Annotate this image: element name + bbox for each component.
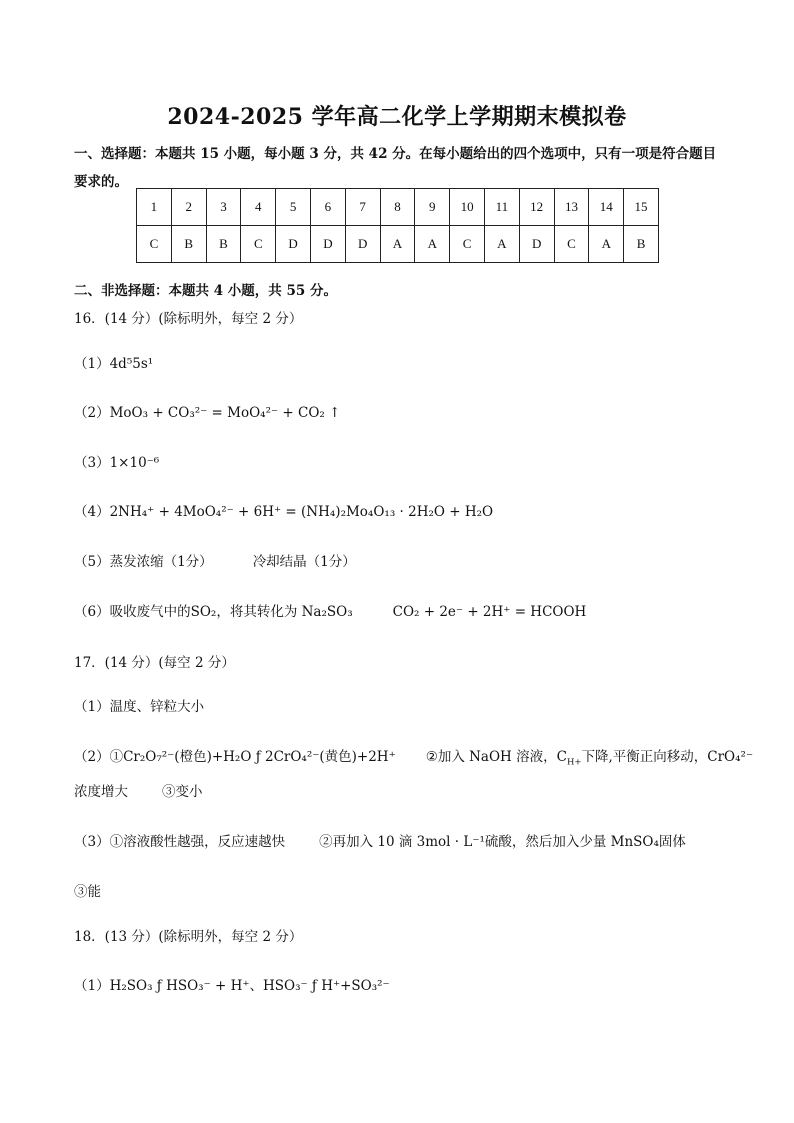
section2-heading: 二、非选择题：本题共 4 小题，共 55 分。 (74, 283, 337, 299)
answer-label: （1） (74, 978, 110, 994)
question-number-cell: 7 (345, 189, 380, 226)
q17-answer-3 (74, 830, 686, 850)
answer-label: （5） (74, 554, 110, 570)
answer-cell: B (624, 226, 659, 263)
question-number-cell: 9 (415, 189, 450, 226)
answer-label: （1） (74, 356, 110, 372)
answer-part: 吸收废气中的SO₂，将其转化为 Na₂SO₃ (109, 604, 353, 620)
question-number-cell: 4 (241, 189, 276, 226)
answer-table-answers-row (137, 226, 659, 263)
question-number-cell: 2 (171, 189, 206, 226)
q16-answer-4 (74, 500, 493, 520)
question-number-cell: 11 (484, 189, 519, 226)
q17-answer-2-continued (74, 780, 203, 800)
answer-part: ②加入 NaOH 溶液，C (425, 749, 567, 765)
question-number-cell: 5 (276, 189, 311, 226)
question-number-cell: 6 (310, 189, 345, 226)
answer-cell: D (519, 226, 554, 263)
answer-cell: B (171, 226, 206, 263)
answer-cell: B (206, 226, 241, 263)
q16-answer-3 (74, 451, 159, 471)
answer-label: （3） (74, 455, 110, 471)
q18-answer-1 (74, 974, 390, 994)
answer-part: 浓度增大 (74, 784, 128, 800)
answer-cell: D (345, 226, 380, 263)
answer-text: 温度、锌粒大小 (109, 699, 205, 715)
answer-label: （4） (74, 504, 110, 520)
answer-label: （3） (74, 834, 110, 850)
question-number-cell: 14 (589, 189, 624, 226)
answer-cell: D (276, 226, 311, 263)
q18-header: 18．(13 分）(除标明外，每空 2 分） (74, 929, 303, 945)
question-number-cell: 8 (380, 189, 415, 226)
q16-answer-6 (74, 600, 586, 620)
answer-part: CO₂ + 2e⁻ + 2H⁺ = HCOOH (392, 604, 587, 620)
section1-heading-line1: 一、选择题：本题共 15 小题，每小题 3 分，共 42 分。在每小题给出的四个选项中，只有一项是符合题目 (74, 146, 717, 162)
answer-part: ①溶液酸性越强，反应速越快 (109, 834, 286, 850)
q17-answer-1 (74, 695, 204, 715)
question-number-cell: 12 (519, 189, 554, 226)
answer-text: 4d⁵5s¹ (109, 356, 154, 372)
q17-answer-2 (74, 745, 753, 768)
answer-cell: D (310, 226, 345, 263)
answer-text: MoO₃ + CO₃²⁻ = MoO₄²⁻ + CO₂ ↑ (109, 405, 341, 421)
answer-table-numbers-row (137, 189, 659, 226)
q17-header: 17．(14 分）(每空 2 分） (74, 655, 235, 671)
answer-part: 蒸发浓缩（1分） (109, 554, 213, 570)
answer-text: 2NH₄⁺ + 4MoO₄²⁻ + 6H⁺ = (NH₄)₂Mo₄O₁₃ · 2H₂O + H₂O (109, 504, 494, 520)
question-number-cell: 3 (206, 189, 241, 226)
answer-label: （1） (74, 699, 110, 715)
answer-label: （2） (74, 405, 110, 421)
q16-answer-1 (74, 352, 153, 372)
answer-label: （6） (74, 604, 110, 620)
answer-part: ②再加入 10 滴 3mol · L⁻¹硫酸，然后加入少量 MnSO₄固体 (319, 834, 686, 850)
answer-table (136, 188, 659, 263)
answer-part: ①Cr₂O₇²⁻(橙色)+H₂O ƒ 2CrO₄²⁻(黄色)+2H⁺ (109, 749, 396, 765)
answer-part: ③变小 (162, 784, 203, 800)
answer-cell: C (241, 226, 276, 263)
page-title: 2024-2025 学年高二化学上学期期末模拟卷 (167, 104, 627, 130)
answer-cell: A (415, 226, 450, 263)
answer-part: 下降,平衡正向移动，CrO₄²⁻ (581, 749, 754, 765)
q17-answer-3-continued: ③能 (74, 884, 101, 900)
q16-answer-2 (74, 401, 340, 421)
answer-cell: A (484, 226, 519, 263)
answer-cell: C (554, 226, 589, 263)
answer-text: 1×10⁻⁶ (109, 455, 160, 471)
question-number-cell: 10 (450, 189, 485, 226)
answer-text: H₂SO₃ ƒ HSO₃⁻ + H⁺、HSO₃⁻ ƒ H⁺+SO₃²⁻ (109, 978, 390, 994)
answer-cell: C (137, 226, 172, 263)
question-number-cell: 13 (554, 189, 589, 226)
q16-header: 16．(14 分）(除标明外，每空 2 分） (74, 311, 303, 327)
answer-subscript: H+ (566, 757, 582, 768)
question-number-cell: 15 (624, 189, 659, 226)
answer-part: 冷却结晶（1分） (252, 554, 356, 570)
answer-cell: C (450, 226, 485, 263)
answer-label: （2） (74, 749, 110, 765)
q16-answer-5 (74, 550, 356, 570)
question-number-cell: 1 (137, 189, 172, 226)
answer-cell: A (380, 226, 415, 263)
section1-heading-line2: 要求的。 (74, 174, 128, 190)
answer-cell: A (589, 226, 624, 263)
